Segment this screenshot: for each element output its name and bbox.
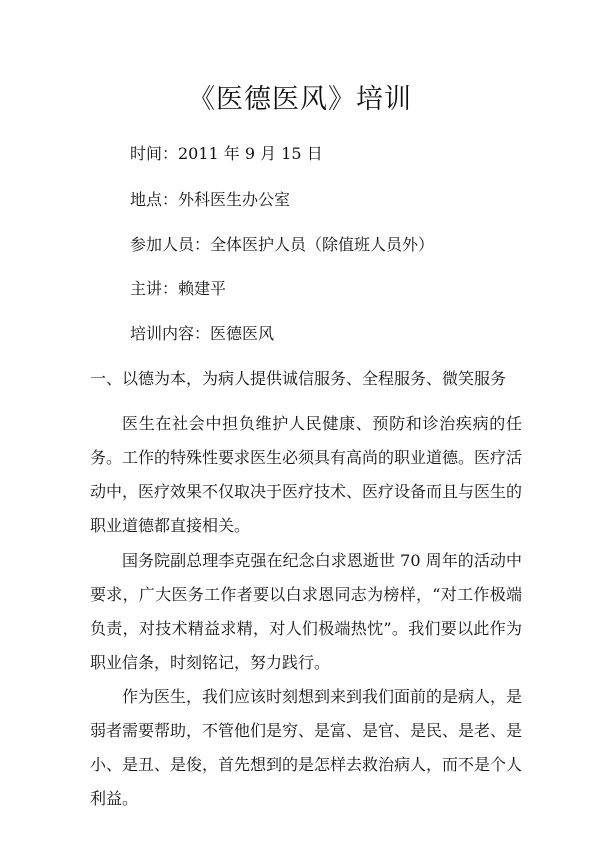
- paragraph: 国务院副总理李克强在纪念白求恩逝世 70 周年的活动中要求，广大医务工作者要以白求恩同志为榜样，“对工作极端负责，对技术精益求精，对人们极端热忱”。我们要以此作为职业信条，时刻铭记，努力践行。: [90, 551, 522, 672]
- document-title: 《医德医风》培训: [188, 84, 412, 115]
- section-heading: 一、以德为本，为病人提供诚信服务、全程服务、微笑服务: [90, 369, 507, 388]
- meta-time: 时间：2011 年 9 月 15 日: [130, 144, 323, 163]
- meta-attendees: 参加人员：全体医护人员（除值班人员外）: [130, 235, 435, 254]
- meta-location: 地点：外科医生办公室: [130, 190, 291, 209]
- paragraph: 医生在社会中担负维护人民健康、预防和诊治疾病的任务。工作的特殊性要求医生必须具有高尚的职业道德。医疗活动中，医疗效果不仅取决于医疗技术、医疗设备而且与医生的职业道德都直接相关。: [90, 414, 523, 535]
- meta-speaker: 主讲：赖建平: [130, 279, 227, 298]
- meta-content: 培训内容：医德医风: [130, 324, 275, 343]
- paragraph: 作为医生，我们应该时刻想到来到我们面前的是病人，是弱者需要帮助，不管他们是穷、是富、是官、是民、是老、是小、是丑、是俊，首先想到的是怎样去救治病人，而不是个人利益。: [90, 687, 523, 808]
